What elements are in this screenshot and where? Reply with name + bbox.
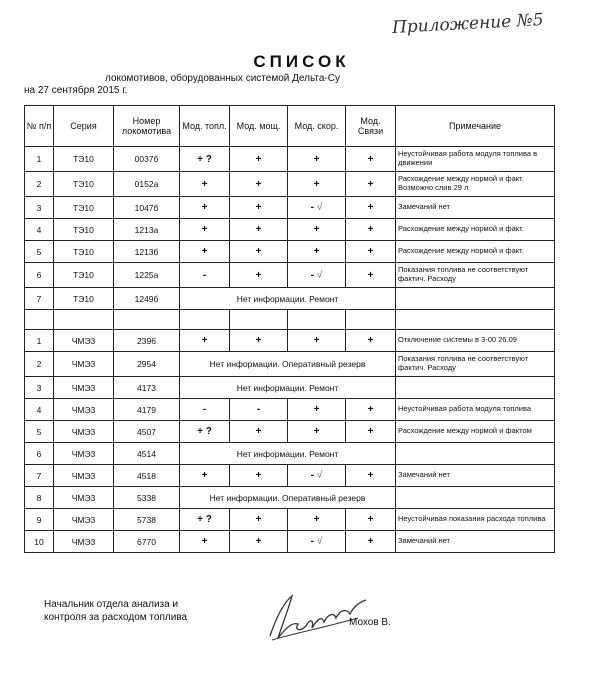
- comm-module-cell: +: [346, 465, 396, 487]
- note-cell: [396, 377, 555, 399]
- speed-module-cell: [288, 241, 346, 263]
- series-cell: ЧМЭ3: [54, 421, 114, 443]
- comm-module-cell: +: [346, 197, 396, 219]
- speed-module-cell: [288, 219, 346, 241]
- table-row: [25, 147, 555, 172]
- empty-cell: [114, 310, 180, 330]
- fuel-module-cell: + ?: [180, 147, 230, 172]
- row-number: 8: [25, 487, 54, 509]
- note-cell: Неустойчивая работа модуля топлива в движении: [396, 147, 555, 172]
- table-row: [25, 377, 555, 399]
- speed-module-cell: [288, 465, 346, 487]
- power-module-cell: +: [230, 465, 288, 487]
- series-cell: ТЭ10: [54, 147, 114, 172]
- loco-number-cell: 2396: [114, 330, 180, 352]
- row-number: 6: [25, 443, 54, 465]
- table-row: [25, 509, 555, 531]
- handwritten-signature: [262, 588, 372, 643]
- speed-module-cell: [288, 263, 346, 288]
- speed-module-cell: [288, 399, 346, 421]
- checkmark-annotation: √: [316, 470, 323, 481]
- status-cell: Нет информации. Оперативный резерв: [180, 487, 396, 509]
- loco-number-cell: 6770: [114, 531, 180, 553]
- checkmark-annotation: √: [316, 269, 323, 281]
- comm-module-cell: +: [346, 421, 396, 443]
- fuel-module-cell: +: [180, 241, 230, 263]
- status-cell: Нет информации. Оперативный резерв: [180, 352, 396, 377]
- fuel-module-cell: -: [180, 263, 230, 288]
- checkmark-annotation: √: [316, 536, 323, 547]
- header-fuel-module: Мод. топл.: [180, 106, 230, 147]
- locomotive-table: [24, 105, 555, 553]
- row-number: 3: [25, 197, 54, 219]
- speed-module-cell: [288, 421, 346, 443]
- loco-number-cell: 1213а: [114, 219, 180, 241]
- table-row: [25, 330, 555, 352]
- series-cell: ЧМЭ3: [54, 531, 114, 553]
- series-cell: ЧМЭ3: [54, 352, 114, 377]
- power-module-cell: +: [230, 421, 288, 443]
- empty-cell: [288, 310, 346, 330]
- fuel-module-cell: +: [180, 465, 230, 487]
- header-power-module: Мод. мощ.: [230, 106, 288, 147]
- fuel-module-cell: +: [180, 197, 230, 219]
- loco-number-cell: 4179: [114, 399, 180, 421]
- table-spacer-row: [25, 310, 555, 330]
- table-row: [25, 288, 555, 310]
- loco-number-cell: 2954: [114, 352, 180, 377]
- series-cell: ТЭ10: [54, 219, 114, 241]
- note-cell: Расхождение между нормой и факт.: [396, 219, 555, 241]
- note-cell: Отключение системы в 3-00 26.09: [396, 330, 555, 352]
- table-row: [25, 263, 555, 288]
- comm-module-cell: +: [346, 147, 396, 172]
- status-cell: Нет информации. Ремонт: [180, 443, 396, 465]
- table-row: [25, 197, 555, 219]
- power-module-cell: +: [230, 147, 288, 172]
- speed-module-value: +: [313, 246, 320, 257]
- series-cell: ТЭ10: [54, 197, 114, 219]
- note-cell: Показания топлива не соответствуют фактич. Расходу: [396, 352, 555, 377]
- comm-module-cell: +: [346, 399, 396, 421]
- speed-module-value: +: [313, 224, 320, 235]
- note-cell: Показания топлива не соответствуют фактич. Расходу: [396, 263, 555, 288]
- series-cell: ЧМЭ3: [54, 377, 114, 399]
- loco-number-cell: 1225а: [114, 263, 180, 288]
- table-row: [25, 421, 555, 443]
- note-cell: Замечаний нет: [396, 465, 555, 487]
- empty-cell: [346, 310, 396, 330]
- comm-module-cell: +: [346, 241, 396, 263]
- header-speed-module: Мод. скор.: [288, 106, 346, 147]
- power-module-cell: -: [230, 399, 288, 421]
- speed-module-cell: [288, 147, 346, 172]
- power-module-cell: +: [230, 197, 288, 219]
- row-number: 1: [25, 147, 54, 172]
- row-number: 1: [25, 330, 54, 352]
- table-row: [25, 443, 555, 465]
- series-cell: ЧМЭ3: [54, 509, 114, 531]
- loco-number-cell: 4173: [114, 377, 180, 399]
- fuel-module-cell: +: [180, 330, 230, 352]
- power-module-cell: +: [230, 219, 288, 241]
- loco-number-cell: 1047б: [114, 197, 180, 219]
- document-title: СПИСОК: [253, 52, 350, 71]
- row-number: 5: [25, 241, 54, 263]
- comm-module-cell: +: [346, 219, 396, 241]
- comm-module-cell: +: [346, 509, 396, 531]
- fuel-module-cell: +: [180, 531, 230, 553]
- fuel-module-cell: -: [180, 399, 230, 421]
- empty-cell: [25, 310, 54, 330]
- table-row: [25, 487, 555, 509]
- document-subtitle: локомотивов, оборудованных системой Дельта-Су: [105, 73, 340, 84]
- speed-module-value: -: [310, 470, 314, 481]
- fuel-module-cell: +: [180, 219, 230, 241]
- series-cell: ЧМЭ3: [54, 465, 114, 487]
- row-number: 4: [25, 219, 54, 241]
- speed-module-value: +: [313, 514, 320, 525]
- speed-module-value: -: [310, 536, 314, 547]
- note-cell: Замечаний нет: [396, 531, 555, 553]
- header-num: № п/п: [25, 106, 54, 147]
- series-cell: ЧМЭ3: [54, 330, 114, 352]
- power-module-cell: +: [230, 509, 288, 531]
- power-module-cell: +: [230, 241, 288, 263]
- position-line-2: контроля за расходом топлива: [44, 612, 188, 623]
- row-number: 2: [25, 172, 54, 197]
- note-cell: Расхождение между нормой и фактом: [396, 421, 555, 443]
- note-cell: [396, 487, 555, 509]
- loco-number-cell: 1213б: [114, 241, 180, 263]
- speed-module-value: +: [313, 335, 320, 346]
- row-number: 10: [25, 531, 54, 553]
- note-cell: Расхождение между нормой и факт. Возможно слив 29 л: [396, 172, 555, 197]
- table-header-row: [25, 106, 555, 147]
- speed-module-value: -: [310, 202, 314, 213]
- note-cell: Замечаний нет: [396, 197, 555, 219]
- speed-module-cell: [288, 197, 346, 219]
- note-cell: [396, 443, 555, 465]
- row-number: 5: [25, 421, 54, 443]
- table-row: [25, 172, 555, 197]
- series-cell: ЧМЭ3: [54, 487, 114, 509]
- table-row: [25, 399, 555, 421]
- checkmark-annotation: √: [316, 202, 323, 213]
- loco-number-cell: 1249б: [114, 288, 180, 310]
- series-cell: ЧМЭ3: [54, 443, 114, 465]
- header-note: Примечание: [396, 106, 555, 147]
- loco-number-cell: 5338: [114, 487, 180, 509]
- speed-module-value: -: [310, 269, 314, 281]
- signer-name: Мохов В.: [349, 617, 391, 628]
- header-series: Серия: [54, 106, 114, 147]
- power-module-cell: +: [230, 330, 288, 352]
- position-line-1: Начальник отдела анализа и: [44, 599, 179, 610]
- table-row: [25, 219, 555, 241]
- table-row: [25, 241, 555, 263]
- loco-number-cell: 4514: [114, 443, 180, 465]
- loco-number-cell: 5738: [114, 509, 180, 531]
- row-number: 4: [25, 399, 54, 421]
- speed-module-value: +: [313, 178, 320, 190]
- speed-module-value: +: [313, 426, 320, 437]
- table-row: [25, 531, 555, 553]
- fuel-module-cell: + ?: [180, 509, 230, 531]
- empty-cell: [230, 310, 288, 330]
- table-row: [25, 465, 555, 487]
- row-number: 2: [25, 352, 54, 377]
- comm-module-cell: +: [346, 263, 396, 288]
- note-cell: Расхождение между нормой и факт.: [396, 241, 555, 263]
- row-number: 7: [25, 465, 54, 487]
- header-comm-module: Мод. Связи: [346, 106, 396, 147]
- note-cell: Неустойчивая работа модуля топлива: [396, 399, 555, 421]
- power-module-cell: +: [230, 531, 288, 553]
- series-cell: ТЭ10: [54, 263, 114, 288]
- row-number: 3: [25, 377, 54, 399]
- comm-module-cell: +: [346, 330, 396, 352]
- note-cell: [396, 288, 555, 310]
- series-cell: ТЭ10: [54, 172, 114, 197]
- document-date: на 27 сентября 2015 г.: [24, 85, 128, 96]
- speed-module-value: +: [313, 153, 320, 165]
- empty-cell: [396, 310, 555, 330]
- table-row: [25, 352, 555, 377]
- empty-cell: [54, 310, 114, 330]
- series-cell: ЧМЭ3: [54, 399, 114, 421]
- fuel-module-cell: +: [180, 172, 230, 197]
- loco-number-cell: 0152а: [114, 172, 180, 197]
- speed-module-value: +: [313, 404, 320, 415]
- header-loco-number: Номер локомотива: [114, 106, 180, 147]
- comm-module-cell: +: [346, 172, 396, 197]
- series-cell: ТЭ10: [54, 241, 114, 263]
- loco-number-cell: 4518: [114, 465, 180, 487]
- loco-number-cell: 4507: [114, 421, 180, 443]
- speed-module-cell: [288, 330, 346, 352]
- power-module-cell: +: [230, 172, 288, 197]
- empty-cell: [180, 310, 230, 330]
- speed-module-cell: [288, 509, 346, 531]
- row-number: 6: [25, 263, 54, 288]
- row-number: 9: [25, 509, 54, 531]
- comm-module-cell: +: [346, 531, 396, 553]
- note-cell: Неустойчивая показания расхода топлива: [396, 509, 555, 531]
- attachment-number-note: Приложение №5: [391, 10, 545, 38]
- speed-module-cell: [288, 172, 346, 197]
- status-cell: Нет информации. Ремонт: [180, 377, 396, 399]
- row-number: 7: [25, 288, 54, 310]
- loco-number-cell: 0037б: [114, 147, 180, 172]
- status-cell: Нет информации. Ремонт: [180, 288, 396, 310]
- speed-module-cell: [288, 531, 346, 553]
- signature-block: [44, 598, 187, 624]
- series-cell: ТЭ10: [54, 288, 114, 310]
- power-module-cell: +: [230, 263, 288, 288]
- fuel-module-cell: + ?: [180, 421, 230, 443]
